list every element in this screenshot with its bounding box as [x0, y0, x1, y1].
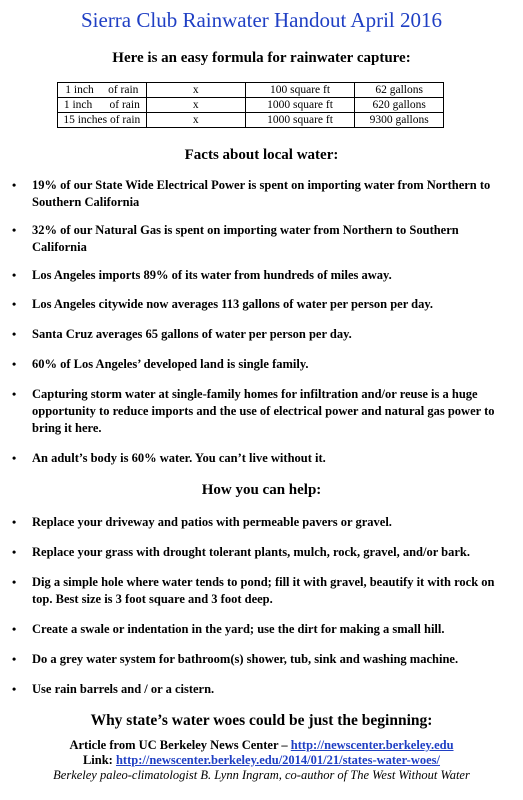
bullet-icon: •: [12, 545, 17, 559]
formula-table: [57, 82, 444, 128]
table-cell: 15 inches of rain: [58, 113, 147, 128]
article-link[interactable]: http://newscenter.berkeley.edu: [290, 738, 454, 752]
bullet-icon: •: [12, 223, 17, 237]
table-row: [58, 98, 444, 113]
facts-heading: Facts about local water:: [184, 147, 339, 163]
bullet-icon: •: [12, 178, 17, 192]
bullet-icon: •: [12, 622, 17, 636]
credit-line: Berkeley paleo-climatologist B. Lynn Ingram, co-author of The West Without Water: [53, 768, 470, 782]
handout-page: Sierra Club Rainwater Handout April 2016 Here is an easy formula for rainwater capture: 1 inch of rain x 100 square ft 62 gallons 1 inch of rain x 1000 square ft 620 gallons 15 inches of rain x 1000 square ft 9300 gallons Facts about local water: • 19% of our State Wide Electrical Power is spent on importing water from Northern to Southern California • 32% of our Natural Gas is spent on importing water from Northern to Southern California • Los Angeles imports 89% of its water from hundreds of miles away. • Los Angeles citywide now averages 113 gallons of water per person per day. • Santa Cruz averages 65 gallons of water per person per day. • 60% of Los Angeles’ developed land is single family. • Capturing storm water at single-family homes for infiltration and/or reuse is a huge opportunity to reduce imports and the use of electrical power and natural gas power to bring it here. • An adult’s body is 60% water. You can’t live without it. How you can help: • Replace your driveway and patios with permeable pavers or gravel. • Replace your grass with drought tolerant plants, mulch, rock, gravel, and/or bark. • Dig a simple hole where water tends to pond; fill it with gravel, beautify it with rock on top. Best size is 3 foot square and 3 foot deep. • Create a swale or indentation in the yard; use the dirt for making a small hill. • Do a grey water system for bathroom(s) shower, tub, sink and washing machine. • Use rain barrels and / or a cistern. Why state’s water woes could be just the beginning: Article from UC Berkeley News Center – http://newscenter.berkeley.edu Link: http://newscenter.berkeley.edu/2014/01/21/states-water-woes/ Berkeley paleo-climatologist B. Lynn Ingram, co-author of The West Without Water: [0, 0, 523, 800]
bullet-icon: •: [12, 682, 17, 696]
table-cell: x: [146, 98, 245, 113]
article-line: [0, 738, 523, 753]
table-cell: 9300 gallons: [355, 113, 444, 128]
formula-heading: Here is an easy formula for rainwater capture:: [112, 50, 411, 66]
article-label: Article from UC Berkeley News Center –: [69, 738, 291, 752]
table-row: [58, 113, 444, 128]
table-cell: 1 inch of rain: [58, 98, 147, 113]
page-title: Sierra Club Rainwater Handout April 2016: [80, 8, 443, 32]
table-cell: x: [146, 113, 245, 128]
table-cell: 1 inch of rain: [58, 83, 147, 98]
bullet-icon: •: [12, 327, 17, 341]
bullet-icon: •: [12, 451, 17, 465]
table-cell: 62 gallons: [355, 83, 444, 98]
table-cell: 1000 square ft: [245, 113, 355, 128]
help-heading: How you can help:: [201, 482, 322, 498]
story-link[interactable]: http://newscenter.berkeley.edu/2014/01/21/states-water-woes/: [115, 753, 441, 767]
table-cell: x: [146, 83, 245, 98]
footer-heading: Why state’s water woes could be just the beginning:: [90, 712, 433, 729]
bullet-icon: •: [12, 357, 17, 371]
table-cell: 100 square ft: [245, 83, 355, 98]
bullet-icon: •: [12, 268, 17, 282]
table-row: [58, 83, 444, 98]
table-cell: 1000 square ft: [245, 98, 355, 113]
link-line: [0, 753, 523, 768]
bullet-icon: •: [12, 652, 17, 666]
table-cell: 620 gallons: [355, 98, 444, 113]
bullet-icon: •: [12, 297, 17, 311]
link-label: Link:: [82, 753, 116, 767]
bullet-icon: •: [12, 575, 17, 589]
bullet-icon: •: [12, 515, 17, 529]
bullet-icon: •: [12, 387, 17, 401]
